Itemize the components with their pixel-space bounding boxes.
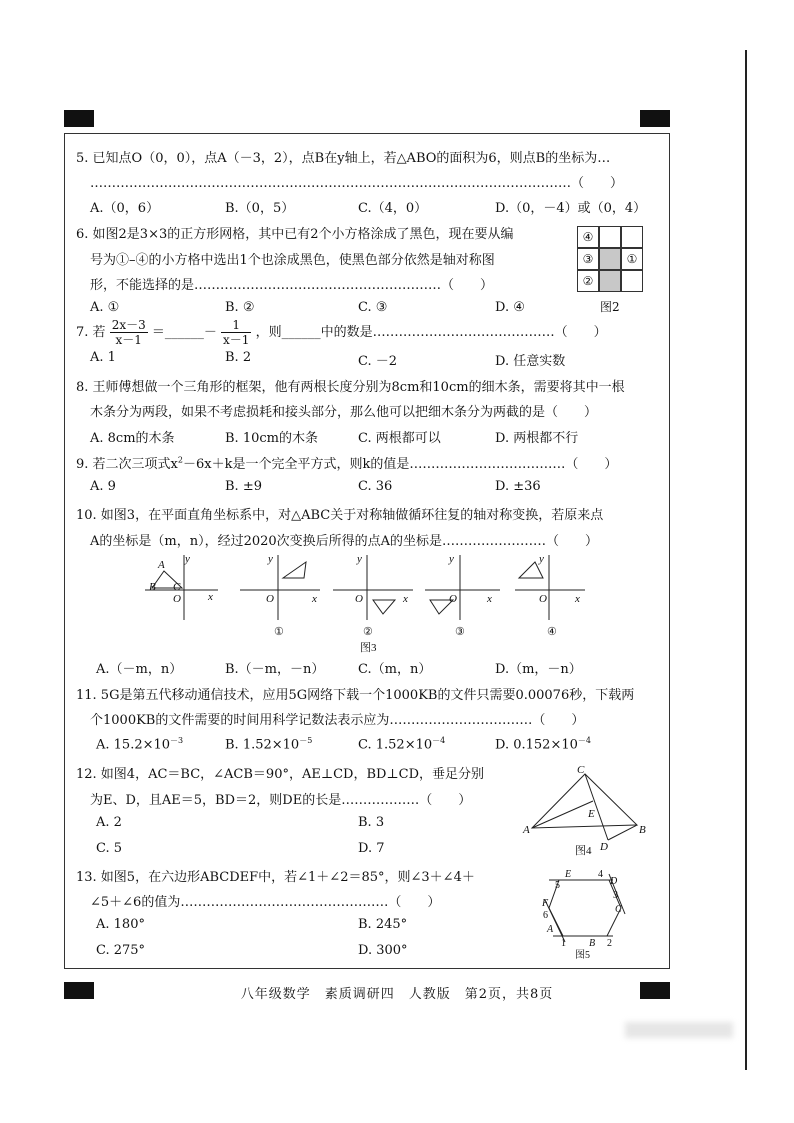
- graph-3: [425, 553, 500, 638]
- q13-option-d: D. 300°: [358, 943, 408, 958]
- q9-option-b: B. ±9: [225, 479, 262, 494]
- q9-option-c: C. 36: [358, 479, 393, 494]
- q7-suffix: ，则______中的数是……………………………………（ ）: [255, 325, 607, 340]
- grid-cell-shaded: [599, 248, 621, 270]
- q13-option-a: A. 180°: [96, 917, 145, 932]
- q11-line2: 个1000KB的文件需要的时间用科学记数法表示应为……………………………（ ）: [90, 713, 585, 728]
- axis-y-label: y: [268, 553, 273, 565]
- q7-option-c: C. －2: [358, 354, 398, 369]
- angle-6-label: 6: [543, 910, 548, 921]
- q11-d-exp: －4: [577, 736, 591, 745]
- q6-option-d: D. ④: [495, 300, 525, 315]
- q9-prefix: 9. 若二次三项式x: [76, 457, 178, 472]
- axis-x-label: x: [575, 593, 580, 605]
- point-b-label: B: [639, 824, 646, 836]
- q12-line2: 为E、D，且AE＝5，BD＝2，则DE的长是………………（ ）: [90, 793, 472, 808]
- q11-b-base: B. 1.52×10: [225, 737, 300, 753]
- figure-5-label: 图5: [575, 950, 590, 961]
- q8-option-c: C. 两根都可以: [358, 431, 441, 446]
- grid-cell: [621, 270, 643, 292]
- figure-4: [515, 762, 655, 860]
- q7-line: [76, 318, 607, 347]
- angle-1-label: 1: [561, 938, 566, 949]
- q7-fraction-2: [221, 318, 251, 347]
- q7-den2: x－1: [223, 333, 250, 347]
- figure-2-grid: [577, 226, 643, 292]
- origin-label: O: [355, 593, 363, 605]
- q6-line2: 号为①–④的小方格中选出1个也涂成黑色，使黑色部分依然是轴对称图: [90, 253, 495, 268]
- graph-1: [240, 553, 320, 638]
- q7-option-d: D. 任意实数: [495, 354, 566, 369]
- point-c-label: C: [577, 764, 585, 776]
- q8-option-a: A. 8cm的木条: [90, 431, 175, 446]
- q8-option-d: D. 两根都不行: [495, 431, 579, 446]
- q7-num2: 1: [221, 318, 251, 333]
- grid-cell: ④: [577, 226, 599, 248]
- angle-5-label: 5: [555, 880, 560, 891]
- q8-option-b: B. 10cm的木条: [225, 431, 318, 446]
- q9-line: [76, 453, 617, 472]
- q12-option-b: B. 3: [358, 815, 385, 830]
- figure-2-label: 图2: [600, 300, 620, 314]
- point-a-label: A: [523, 824, 530, 836]
- q8-line2: 木条分为两段，如果不考虑损耗和接头部分，那么他可以把细木条分为两截的是（ ）: [90, 405, 598, 420]
- q7-mid: ＝______－: [151, 325, 217, 340]
- point-e-label: E: [565, 869, 572, 880]
- q9-option-a: A. 9: [90, 479, 116, 494]
- q6-line1: 6. 如图2是3×3的正方形网格，其中已有2个小方格涂成了黑色，现在要从编: [76, 227, 514, 242]
- q12-option-c: C. 5: [96, 841, 123, 856]
- origin-label: O: [539, 593, 547, 605]
- q5-option-d: D.（0，－4）或（0，4）: [495, 201, 647, 216]
- q9-sup: 2: [177, 455, 183, 465]
- figure-5: [535, 862, 635, 962]
- q12-line1: 12. 如图4，AC＝BC，∠ACB＝90°，AE⊥CD，BD⊥CD，垂足分别: [76, 767, 485, 782]
- q11-option-d: [495, 735, 591, 752]
- point-a-label: A: [158, 559, 165, 571]
- grid-cell: [599, 226, 621, 248]
- point-b-label: B: [589, 938, 596, 949]
- q6-option-a: A. ①: [90, 300, 120, 315]
- point-d-label: D: [600, 841, 608, 853]
- point-b-label: B: [149, 581, 156, 593]
- q7-fraction-1: [110, 318, 148, 347]
- q12-option-d: D. 7: [358, 841, 385, 856]
- q10-line1: 10. 如图3，在平面直角坐标系中，对△ABC关于对称轴做循环往复的轴对称变换，若原来点: [76, 508, 604, 523]
- q6-option-b: B. ②: [225, 300, 255, 315]
- q11-option-a: [96, 735, 183, 752]
- axis-x-label: x: [403, 593, 408, 605]
- axis-y-label: y: [185, 553, 190, 565]
- registration-mark: [64, 110, 94, 127]
- figure-4-label: 图4: [575, 845, 592, 857]
- grid-cell-shaded: [599, 270, 621, 292]
- axis-y-label: y: [539, 553, 544, 565]
- origin-label: O: [449, 593, 457, 605]
- origin-label: O: [266, 593, 274, 605]
- page-edge-line: [745, 50, 747, 1070]
- point-e-label: E: [588, 808, 595, 820]
- point-d-label: D: [610, 876, 618, 887]
- q10-option-d: D.（m，－n）: [495, 662, 582, 677]
- q11-a-exp: －3: [170, 736, 184, 745]
- q11-c-base: C. 1.52×10: [358, 737, 433, 753]
- q7-den1: x－1: [115, 333, 142, 347]
- grid-cell: ②: [577, 270, 599, 292]
- q11-b-exp: －5: [299, 736, 313, 745]
- graph-label-1: ①: [274, 626, 284, 638]
- figure-3: [140, 550, 590, 655]
- axis-x-label: x: [312, 593, 317, 605]
- watermark-blur: [625, 1022, 733, 1038]
- page-footer: 八年级数学 素质调研四 人教版 第2页，共8页: [240, 987, 554, 1002]
- point-a-label: A: [547, 924, 554, 935]
- graph-label-2: ②: [363, 626, 373, 638]
- q12-option-a: A. 2: [96, 815, 122, 830]
- q10-option-c: C.（m，n）: [358, 662, 432, 677]
- point-f-label: F: [542, 898, 549, 909]
- q5-line1: 5. 已知点O（0，0），点A（－3，2），点B在y轴上，若△ABO的面积为6，则点B的坐标为…: [76, 151, 611, 166]
- q11-d-base: D. 0.152×10: [495, 737, 578, 753]
- figure-3-label: 图3: [360, 642, 377, 654]
- grid-cell: [621, 226, 643, 248]
- q5-line2: …………………………………………………………………………………………………（ ）: [90, 176, 624, 191]
- q5-option-a: A.（0，6）: [90, 201, 160, 216]
- q7-prefix: 7. 若: [76, 325, 106, 340]
- q11-option-b: [225, 735, 312, 752]
- origin-label: O: [173, 593, 181, 605]
- q7-num1: 2x－3: [111, 318, 146, 332]
- q10-line2: A的坐标是（m，n），经过2020次变换后所得的点A的坐标是……………………（ ）: [90, 534, 599, 549]
- q7-option-a: A. 1: [90, 350, 116, 365]
- registration-mark: [640, 110, 670, 127]
- point-c-label: C: [615, 904, 622, 915]
- graph-4: [515, 553, 585, 638]
- q13-line1: 13. 如图5，在六边形ABCDEF中，若∠1＋∠2＝85°，则∠3＋∠4＋: [76, 870, 475, 885]
- q9-option-d: D. ±36: [495, 479, 541, 494]
- q9-rest: －6x＋k是一个完全平方式，则k的值是………………………………（ ）: [182, 457, 618, 472]
- grid-cell: ③: [577, 248, 599, 270]
- angle-3-label: 3: [613, 890, 618, 901]
- graph-label-4: ④: [547, 626, 557, 638]
- point-c-label: C: [173, 581, 181, 593]
- axis-y-label: y: [357, 553, 362, 565]
- q5-option-c: C.（4，0）: [358, 201, 428, 216]
- q5-option-b: B.（0，5）: [225, 201, 295, 216]
- q8-line1: 8. 王师傅想做一个三角形的框架，他有两根长度分别为8cm和10cm的细木条，需要将其中一根: [76, 380, 625, 395]
- axis-x-label: x: [487, 593, 492, 605]
- q10-option-a: A.（－m，n）: [96, 662, 183, 677]
- q11-a-base: A. 15.2×10: [96, 737, 171, 753]
- q6-line3: 形，不能选择的是…………………………………………………（ ）: [90, 278, 494, 293]
- q11-option-c: [358, 735, 445, 752]
- q13-option-b: B. 245°: [358, 917, 408, 932]
- angle-2-label: 2: [607, 938, 612, 949]
- axis-y-label: y: [449, 553, 454, 565]
- q13-line2: ∠5＋∠6的值为…………………………………………（ ）: [90, 895, 441, 910]
- angle-4-label: 4: [598, 869, 603, 880]
- axis-x-label: x: [208, 591, 213, 603]
- q10-option-b: B.（－m，－n）: [225, 662, 325, 677]
- q11-line1: 11. 5G是第五代移动通信技术，应用5G网络下载一个1000KB的文件只需要0.00076秒，下载两: [76, 688, 635, 703]
- grid-cell: ①: [621, 248, 643, 270]
- q13-option-c: C. 275°: [96, 943, 146, 958]
- graph-label-3: ③: [455, 626, 465, 638]
- graph-original: [145, 553, 218, 620]
- q7-option-b: B. 2: [225, 350, 252, 365]
- graph-2: [333, 553, 413, 638]
- q11-c-exp: －4: [432, 736, 446, 745]
- q6-option-c: C. ③: [358, 300, 388, 315]
